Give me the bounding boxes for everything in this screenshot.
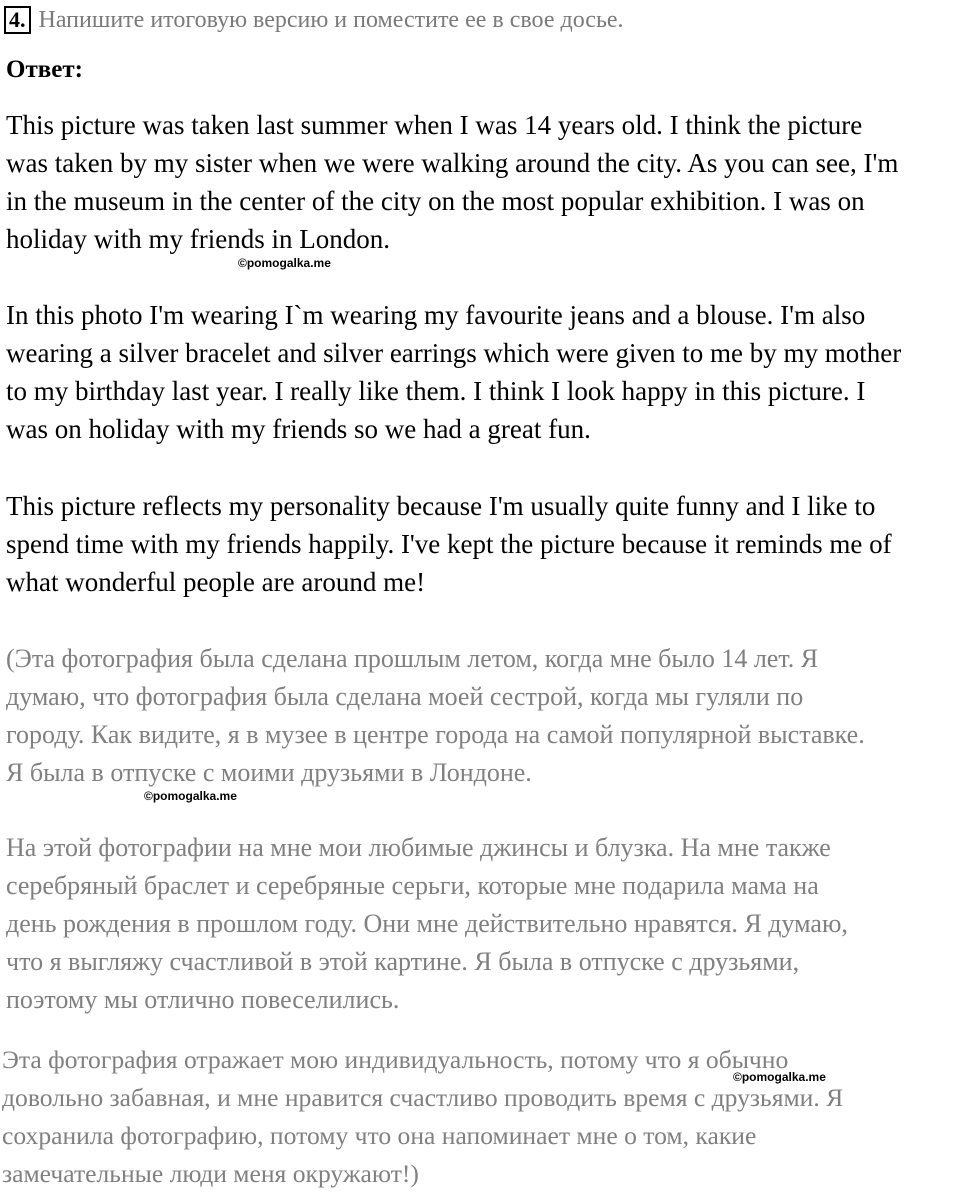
russian-paragraph-3 bbox=[2, 1041, 956, 1193]
text-line: На этой фотографии на мне мои любимые джинсы и блузка. На мне также bbox=[6, 833, 831, 862]
text-line: In this photo I'm wearing I`m wearing my favourite jeans and a blouse. I'm also bbox=[6, 300, 866, 330]
text-line: was taken by my sister when we were walking around the city. As you can see, I'm bbox=[6, 148, 899, 178]
text-line: Эта фотография отражает мою индивидуальность, потому что я обычно bbox=[2, 1045, 789, 1074]
text-line: This picture was taken last summer when I was 14 years old. I think the picture bbox=[6, 110, 863, 140]
watermark: ©pomogalka.me bbox=[238, 256, 331, 270]
text-line: This picture reflects my personality because I'm usually quite funny and I like to bbox=[6, 491, 876, 521]
watermark: ©pomogalka.me bbox=[144, 789, 237, 803]
text-line: серебряный браслет и серебряные серьги, которые мне подарила мама на bbox=[6, 871, 819, 900]
english-paragraph-2 bbox=[6, 296, 956, 448]
text-line: what wonderful people are around me! bbox=[6, 567, 426, 597]
text-line: to my birthday last year. I really like them. I think I look happy in this picture. I bbox=[6, 376, 866, 406]
text-line: spend time with my friends happily. I've kept the picture because it reminds me of bbox=[6, 529, 892, 559]
text-line: Я была в отпуске с моими друзьями в Лондоне. bbox=[6, 758, 532, 787]
text-line: (Эта фотография была сделана прошлым летом, когда мне было 14 лет. Я bbox=[6, 644, 819, 673]
watermark: ©pomogalka.me bbox=[733, 1070, 826, 1084]
russian-paragraph-1 bbox=[6, 640, 956, 792]
answer-label: Ответ: bbox=[6, 56, 83, 83]
text-line: день рождения в прошлом году. Они мне действительно нравятся. Я думаю, bbox=[6, 909, 848, 938]
text-line: holiday with my friends in London. bbox=[6, 224, 390, 254]
task-number: 4. bbox=[4, 6, 31, 34]
task-header bbox=[4, 4, 624, 36]
text-line: замечательные люди меня окружают!) bbox=[2, 1159, 419, 1188]
text-line: сохранила фотографию, потому что она напоминает мне о том, какие bbox=[2, 1121, 757, 1150]
text-line: in the museum in the center of the city on the most popular exhibition. I was on bbox=[6, 186, 865, 216]
text-line: что я выгляжу счастливой в этой картине. Я была в отпуске с друзьями, bbox=[6, 947, 800, 976]
text-line: was on holiday with my friends so we had a great fun. bbox=[6, 414, 591, 444]
text-line: думаю, что фотография была сделана моей сестрой, когда мы гуляли по bbox=[6, 682, 804, 711]
text-line: городу. Как видите, я в музее в центре города на самой популярной выставке. bbox=[6, 720, 865, 749]
russian-paragraph-2 bbox=[6, 829, 956, 1019]
text-line: wearing a silver bracelet and silver earrings which were given to me by my mother bbox=[6, 338, 902, 368]
text-line: поэтому мы отлично повеселились. bbox=[6, 985, 400, 1014]
task-instruction: Напишите итоговую версию и поместите ее в свое досье. bbox=[38, 6, 624, 33]
english-paragraph-1 bbox=[6, 106, 956, 258]
text-line: довольно забавная, и мне нравится счастливо проводить время с друзьями. Я bbox=[2, 1083, 844, 1112]
english-paragraph-3 bbox=[6, 487, 956, 601]
